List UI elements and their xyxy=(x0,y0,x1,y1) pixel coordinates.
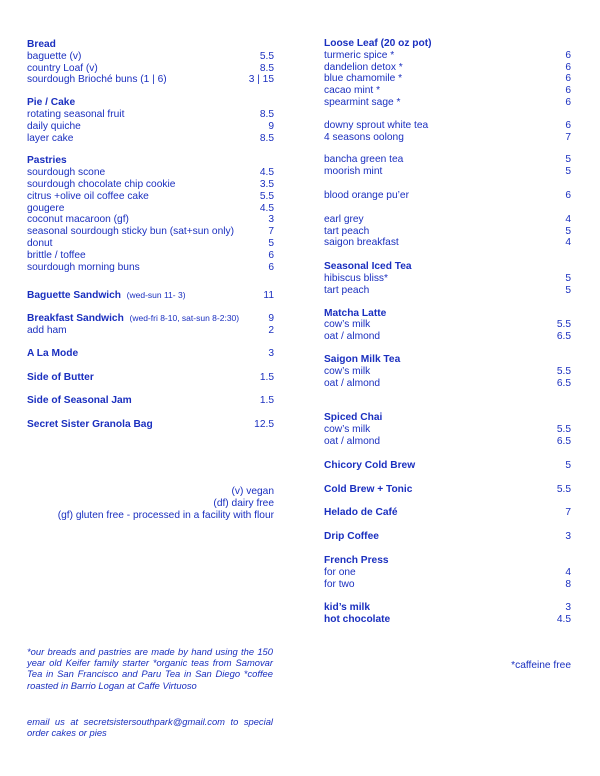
item-name: Helado de Café xyxy=(324,507,398,519)
menu-item xyxy=(324,436,571,448)
menu-item xyxy=(27,179,274,191)
item-price: 1.5 xyxy=(259,371,274,383)
matcha-heading: Matcha Latte xyxy=(324,307,387,319)
menu-item xyxy=(27,262,274,274)
item-name: for one xyxy=(324,566,356,578)
menu-item xyxy=(324,319,571,331)
sourcing-footnote: *our breads and pastries are made by hand using the 150 year old Keifer family starter *organic teas from Samovar Tea in San Francisco and Paru Tea in San Diego *coffee roasted in Barrio Logan at Caffe Virtuoso xyxy=(27,646,273,691)
item-name: oat / almond xyxy=(324,377,381,389)
item-price: 5.5 xyxy=(259,190,274,202)
menu-item xyxy=(324,62,571,74)
menu-item xyxy=(27,203,274,215)
helado-row xyxy=(324,507,571,519)
baguette-sandwich-hours: (wed-sun 11- 3) xyxy=(126,290,186,301)
item-price: 4.5 xyxy=(556,614,571,626)
item-price: 2 xyxy=(268,324,274,336)
item-name: Cold Brew + Tonic xyxy=(324,483,413,495)
item-name: sourdough Brioché buns (1 | 6) xyxy=(27,74,167,86)
menu-item xyxy=(27,63,274,75)
item-name: country Loaf (v) xyxy=(27,62,98,74)
item-name: cow’s milk xyxy=(324,365,371,377)
item-price: 11 xyxy=(263,290,274,302)
item-price: 6 xyxy=(268,261,274,273)
item-name: cacao mint * xyxy=(324,85,381,97)
menu-item xyxy=(324,120,571,132)
menu-item xyxy=(324,285,571,297)
item-name: earl grey xyxy=(324,213,364,225)
item-price: 6 xyxy=(565,85,571,97)
item-name: Side of Butter xyxy=(27,371,94,383)
side-jam-row xyxy=(27,395,274,407)
item-price: 9 xyxy=(268,120,274,132)
item-price: 5.5 xyxy=(556,365,571,377)
menu-item xyxy=(324,237,571,249)
menu-item xyxy=(324,331,571,343)
item-name: seasonal sourdough sticky bun (sat+sun only) xyxy=(27,226,234,238)
caffeine-free-note: *caffeine free xyxy=(511,660,571,671)
item-name: donut xyxy=(27,237,53,249)
item-name: add ham xyxy=(27,324,67,336)
menu-item xyxy=(324,190,571,202)
item-price: 5.5 xyxy=(259,50,274,62)
iced-tea-heading: Seasonal Iced Tea xyxy=(324,261,412,273)
legend-gluten-free: (gf) gluten free - processed in a facility with flour xyxy=(57,509,274,521)
item-price: 5.5 xyxy=(556,319,571,331)
baguette-sandwich-row xyxy=(27,290,274,302)
item-name: oat / almond xyxy=(324,331,381,343)
baguette-sandwich-title: Baguette Sandwich xyxy=(27,290,121,302)
item-name: sourdough scone xyxy=(27,167,106,179)
pastries-heading: Pastries xyxy=(27,155,67,167)
item-name: Drip Coffee xyxy=(324,531,379,543)
item-price: 3.5 xyxy=(259,178,274,190)
menu-item xyxy=(27,167,274,179)
item-name: hibiscus bliss* xyxy=(324,272,388,284)
item-name: spearmint sage * xyxy=(324,96,401,108)
item-name: A La Mode xyxy=(27,347,79,359)
special-order-note: email us at secretsistersouthpark@gmail.com to special order cakes or pies xyxy=(27,716,273,739)
item-price: 6 xyxy=(565,189,571,201)
item-price: 5 xyxy=(565,166,571,178)
item-price: 9 xyxy=(268,313,274,325)
item-price: 5 xyxy=(565,459,571,471)
menu-item xyxy=(324,579,571,591)
menu-item xyxy=(324,214,571,226)
item-price: 6.5 xyxy=(556,377,571,389)
item-name: sourdough morning buns xyxy=(27,261,140,273)
breakfast-sandwich-row xyxy=(27,313,274,325)
item-price: 6 xyxy=(565,119,571,131)
item-price: 6 xyxy=(565,61,571,73)
item-name: saigon breakfast xyxy=(324,237,399,249)
cold-brew-tonic-row xyxy=(324,484,571,496)
item-price: 3 xyxy=(565,602,571,614)
granola-row xyxy=(27,419,274,431)
item-name: for two xyxy=(324,578,355,590)
item-name: blue chamomile * xyxy=(324,73,403,85)
item-name: dandelion detox * xyxy=(324,61,403,73)
item-price: 8.5 xyxy=(259,132,274,144)
item-price: 6.5 xyxy=(556,331,571,343)
item-price: 6 xyxy=(565,49,571,61)
item-name: Secret Sister Granola Bag xyxy=(27,419,153,431)
item-price: 5 xyxy=(565,154,571,166)
menu-item xyxy=(324,366,571,378)
menu-item xyxy=(324,132,571,144)
menu-item xyxy=(324,273,571,285)
menu-item xyxy=(324,50,571,62)
item-name: sourdough chocolate chip cookie xyxy=(27,178,176,190)
menu-item xyxy=(324,97,571,109)
item-name: bancha green tea xyxy=(324,154,404,166)
menu-item xyxy=(27,250,274,262)
item-name: cow’s milk xyxy=(324,319,371,331)
item-price: 8.5 xyxy=(259,62,274,74)
bread-heading: Bread xyxy=(27,39,56,50)
item-name: Chicory Cold Brew xyxy=(324,459,416,471)
item-price: 7 xyxy=(565,507,571,519)
item-name: tart peach xyxy=(324,225,370,237)
item-price: 7 xyxy=(268,226,274,238)
menu-item xyxy=(27,133,274,145)
item-price: 4 xyxy=(565,213,571,225)
item-name: blood orange pu’er xyxy=(324,189,409,201)
item-price: 3 | 15 xyxy=(248,74,274,86)
menu-item xyxy=(27,325,274,337)
chicory-row xyxy=(324,460,571,472)
menu-item xyxy=(324,567,571,579)
menu-item xyxy=(27,238,274,250)
kids-milk-row xyxy=(324,602,571,614)
dietary-legend xyxy=(27,486,274,521)
item-name: downy sprout white tea xyxy=(324,119,429,131)
item-price: 6 xyxy=(268,249,274,261)
saigon-milk-tea-heading: Saigon Milk Tea xyxy=(324,353,401,365)
hot-chocolate-row xyxy=(324,614,571,626)
item-price: 5.5 xyxy=(556,483,571,495)
item-price: 5 xyxy=(565,284,571,296)
item-name: 4 seasons oolong xyxy=(324,131,404,143)
item-price: 5 xyxy=(565,272,571,284)
item-name: hot chocolate xyxy=(324,614,391,626)
breakfast-sandwich-hours: (wed-fri 8-10, sat-sun 8-2:30) xyxy=(129,313,240,324)
loose-leaf-heading: Loose Leaf (20 oz pot) xyxy=(324,38,432,49)
drip-coffee-row xyxy=(324,531,571,543)
item-price: 3 xyxy=(565,531,571,543)
menu-item xyxy=(27,51,274,63)
item-price: 4 xyxy=(565,237,571,249)
item-price: 4 xyxy=(565,566,571,578)
item-name: brittle / toffee xyxy=(27,249,86,261)
menu-item xyxy=(324,166,571,178)
menu-item xyxy=(324,226,571,238)
menu-item xyxy=(27,109,274,121)
item-name: oat / almond xyxy=(324,435,381,447)
menu-item xyxy=(27,214,274,226)
item-price: 8 xyxy=(565,578,571,590)
item-name: daily quiche xyxy=(27,120,81,132)
item-price: 3 xyxy=(268,347,274,359)
item-name: kid’s milk xyxy=(324,602,371,614)
menu-item xyxy=(324,85,571,97)
item-name: tart peach xyxy=(324,284,370,296)
pie-cake-heading: Pie / Cake xyxy=(27,97,76,109)
legend-vegan: (v) vegan xyxy=(231,486,274,497)
item-price: 1.5 xyxy=(259,395,274,407)
item-price: 3 xyxy=(268,214,274,226)
menu-item xyxy=(324,154,571,166)
item-name: citrus +olive oil coffee cake xyxy=(27,190,149,202)
item-price: 4.5 xyxy=(259,202,274,214)
item-price: 5 xyxy=(565,225,571,237)
menu-item xyxy=(324,424,571,436)
menu-item xyxy=(27,74,274,86)
item-name: cow’s milk xyxy=(324,424,371,436)
drinks-menu-column xyxy=(324,38,571,626)
item-price: 5 xyxy=(268,237,274,249)
item-name: coconut macaroon (gf) xyxy=(27,214,129,226)
item-price: 8.5 xyxy=(259,108,274,120)
menu-item xyxy=(324,73,571,85)
item-price: 4.5 xyxy=(259,167,274,179)
item-name: layer cake xyxy=(27,132,74,144)
a-la-mode-row xyxy=(27,348,274,360)
item-name: gougere xyxy=(27,202,65,214)
legend-dairy-free: (df) dairy free xyxy=(213,497,274,509)
item-name: turmeric spice * xyxy=(324,49,395,61)
item-name: moorish mint xyxy=(324,166,383,178)
item-price: 6 xyxy=(565,73,571,85)
breakfast-sandwich-title: Breakfast Sandwich xyxy=(27,313,124,325)
menu-item xyxy=(27,121,274,133)
item-price: 6.5 xyxy=(556,435,571,447)
side-butter-row xyxy=(27,372,274,384)
item-price: 12.5 xyxy=(254,419,274,431)
item-price: 5.5 xyxy=(556,424,571,436)
item-name: baguette (v) xyxy=(27,50,82,62)
menu-item xyxy=(27,191,274,203)
menu-item xyxy=(27,226,274,238)
item-price: 7 xyxy=(565,131,571,143)
item-name: Side of Seasonal Jam xyxy=(27,395,132,407)
spiced-chai-heading: Spiced Chai xyxy=(324,412,383,424)
french-press-heading: French Press xyxy=(324,554,389,566)
item-price: 6 xyxy=(565,96,571,108)
menu-item xyxy=(324,378,571,390)
item-name: rotating seasonal fruit xyxy=(27,108,125,120)
food-menu-column xyxy=(27,39,274,431)
